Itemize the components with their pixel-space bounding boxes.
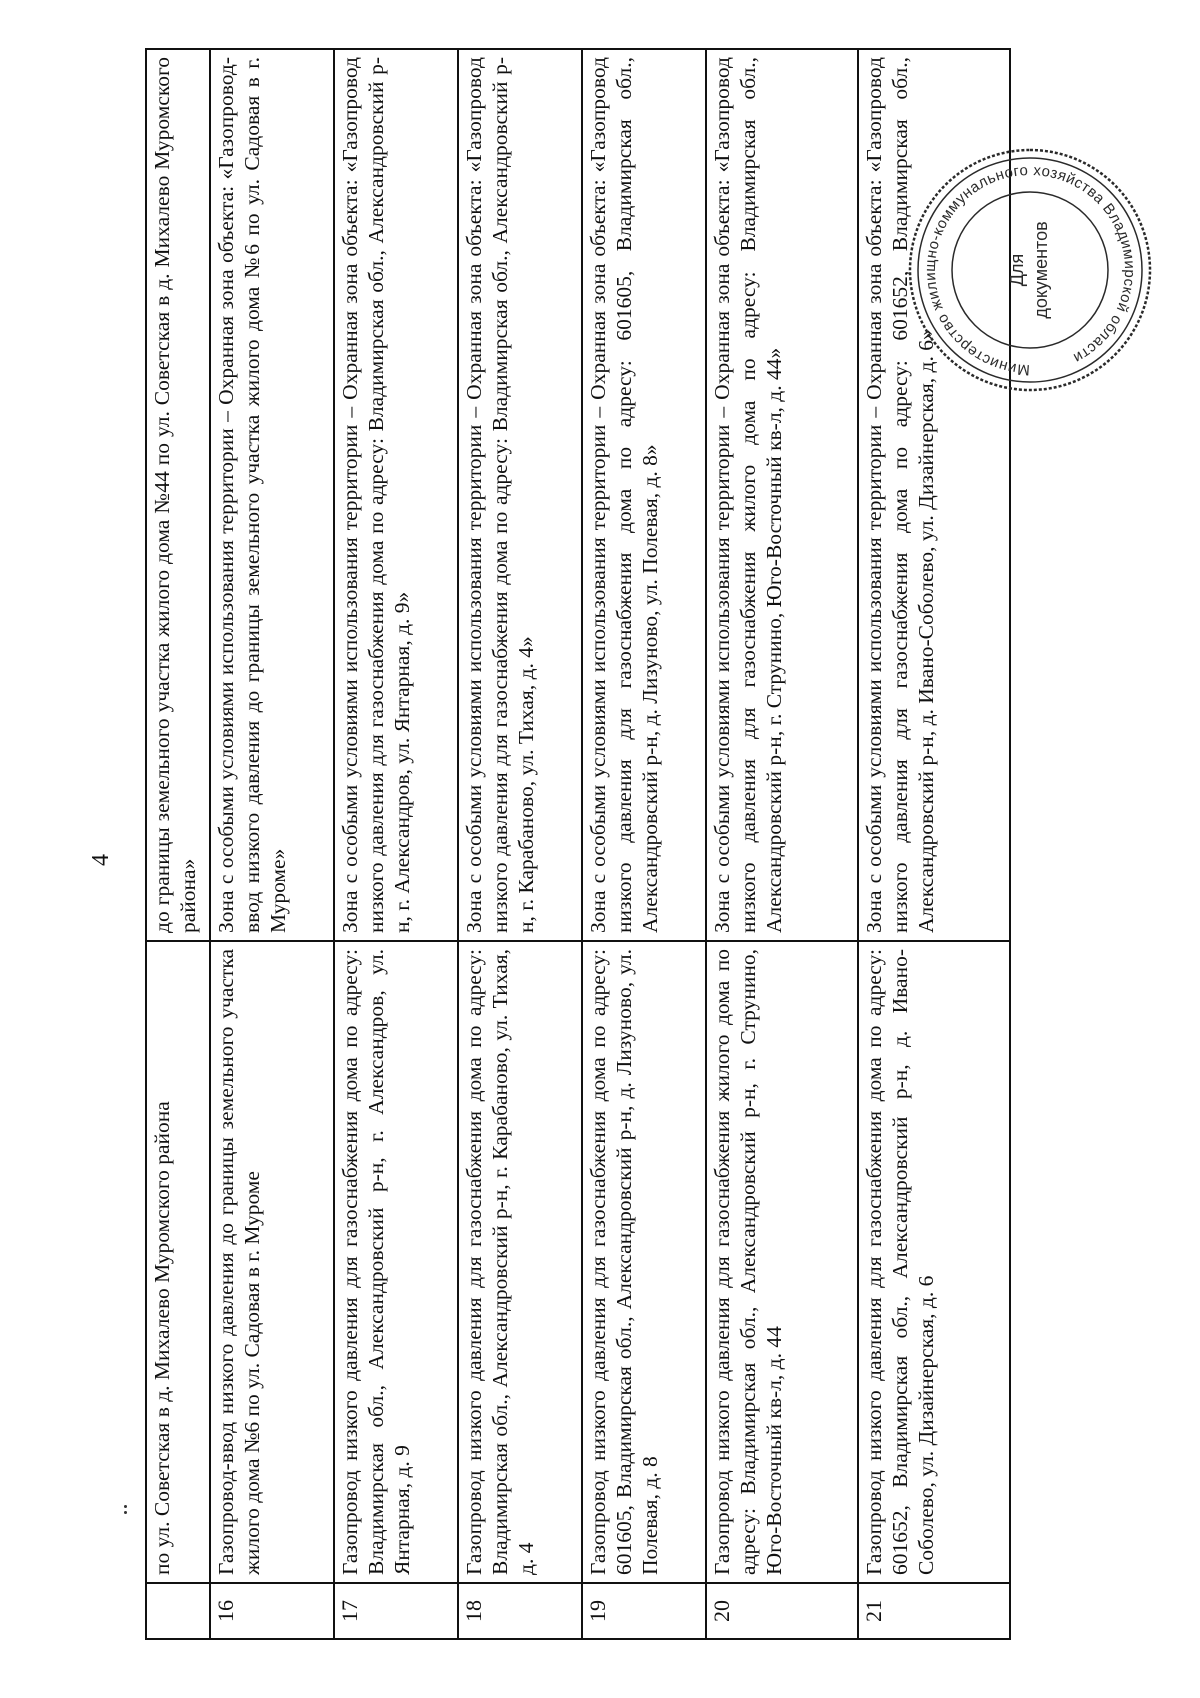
- object-name-cell: Газопровод низкого давления для газоснабжения дома по адресу: Владимирская обл., Александровский р-н, г. Карабаново, ул. Тихая, д. 4: [458, 941, 582, 1583]
- page-number: 4: [88, 854, 114, 866]
- object-name-cell: по ул. Советская в д. Михалево Муромского района: [146, 941, 210, 1583]
- scan-speck: [124, 1511, 127, 1514]
- row-number: 20: [706, 1583, 858, 1639]
- zone-description-cell: Зона с особыми условиями использования территории – Охранная зона объекта: «Газопровод низкого давления для газоснабжения дома по адресу: 601605, Владимирская обл., Александровский р-н, д. Лизуново, ул. Полевая, д. 8»: [582, 49, 706, 941]
- svg-text:Министерство жилищно-коммуналь: [922, 162, 1138, 378]
- table-row: [146, 49, 210, 1639]
- row-number: 19: [582, 1583, 706, 1639]
- zone-description-cell: до границы земельного участка жилого дома №44 по ул. Советская в д. Михалево Муромского района»: [146, 49, 210, 941]
- table-row: [582, 49, 706, 1639]
- zones-table: [145, 48, 1011, 1640]
- object-name-cell: Газопровод низкого давления для газоснабжения жилого дома по адресу: Владимирская обл., Александровский р-н, г. Струнино, Юго-Восточный кв-л, д. 44: [706, 941, 858, 1583]
- stamp-center-line2: документов: [1031, 221, 1051, 319]
- official-stamp: [905, 145, 1155, 395]
- stamp-center-line1: Для: [1007, 253, 1027, 287]
- table-row: [458, 49, 582, 1639]
- scan-speck: [124, 1505, 127, 1508]
- object-name-cell: Газопровод низкого давления для газоснабжения дома по адресу: 601605, Владимирская обл., Александровский р-н, д. Лизуново, ул. Полевая, д. 8: [582, 941, 706, 1583]
- table-row: [706, 49, 858, 1639]
- row-number: [146, 1583, 210, 1639]
- table-row: [334, 49, 458, 1639]
- zone-description-cell: Зона с особыми условиями использования территории – Охранная зона объекта: «Газопровод-ввод низкого давления до границы земельного участка жилого дома №6 по ул. Садовая в г. Муроме»: [210, 49, 334, 941]
- object-name-cell: Газопровод низкого давления для газоснабжения дома по адресу: 601652, Владимирская обл., Александровский р-н, д. Ивано-Соболево, ул. Дизайнерская, д. 6: [858, 941, 1010, 1583]
- object-name-cell: Газопровод низкого давления для газоснабжения дома по адресу: Владимирская обл., Александровский р-н, г. Александров, ул. Янтарная, д. 9: [334, 941, 458, 1583]
- row-number: 17: [334, 1583, 458, 1639]
- zone-description-cell: Зона с особыми условиями использования территории – Охранная зона объекта: «Газопровод низкого давления для газоснабжения дома по адресу: Владимирская обл., Александровский р-н, г. Карабаново, ул. Тихая, д. 4»: [458, 49, 582, 941]
- row-number: 16: [210, 1583, 334, 1639]
- zone-description-cell: Зона с особыми условиями использования территории – Охранная зона объекта: «Газопровод низкого давления для газоснабжения жилого дома по адресу: Владимирская обл., Александровский р-н, г. Струнино, Юго-Восточный кв-л, д. 44»: [706, 49, 858, 941]
- zone-description-cell: Зона с особыми условиями использования территории – Охранная зона объекта: «Газопровод низкого давления для газоснабжения дома по адресу: Владимирская обл., Александровский р-н, г. Александров, ул. Янтарная, д. 9»: [334, 49, 458, 941]
- row-number: 21: [858, 1583, 1010, 1639]
- stamp-ring-text: Министерство жилищно-коммунального хозяйства Владимирской области: [921, 161, 1139, 379]
- object-name-cell: Газопровод-ввод низкого давления до границы земельного участка жилого дома №6 по ул. Садовая в г. Муроме: [210, 941, 334, 1583]
- row-number: 18: [458, 1583, 582, 1639]
- zone-description-cell: Зона с особыми условиями использования территории – Охранная зона объекта: «Газопровод низкого давления для газоснабжения дома по адресу: 601652, Владимирская обл., Александровский р-н, д. Ивано-Соболево, ул. Дизайнерская, д. 6»: [858, 49, 1010, 941]
- table-row: [210, 49, 334, 1639]
